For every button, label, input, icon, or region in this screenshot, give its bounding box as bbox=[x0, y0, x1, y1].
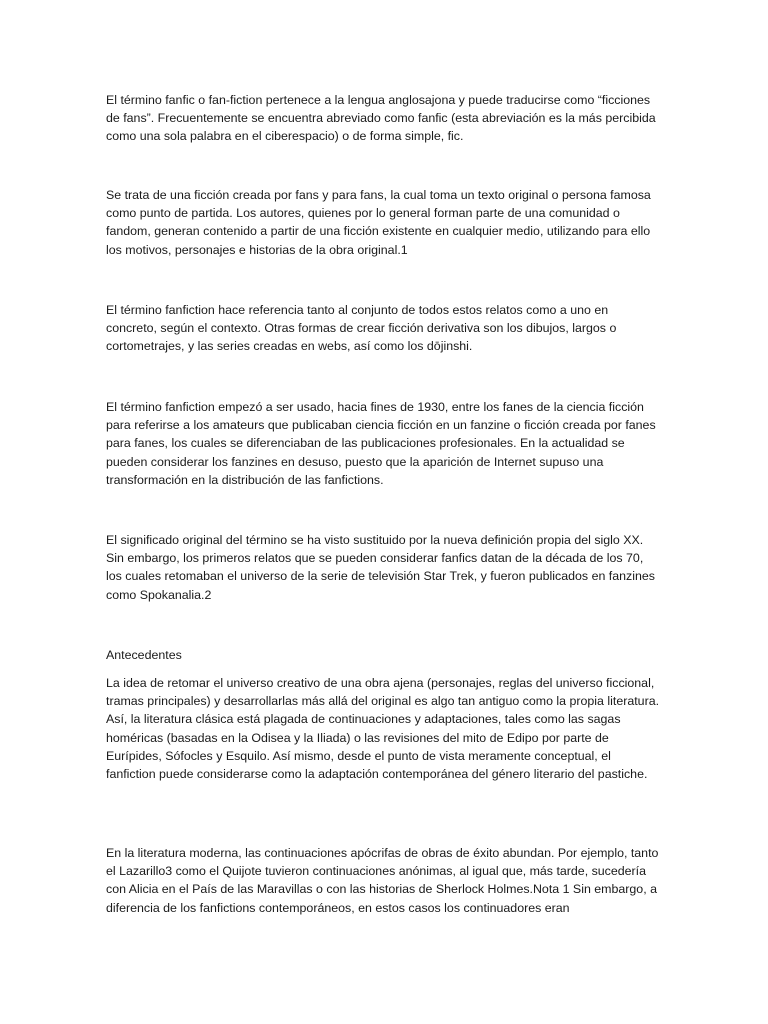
paragraph-definition: El término fanfic o fan-fiction pertenece a la lengua anglosajona y puede traducirse como “ficciones de fans”. Frecuentemente se encuentra abreviado como fanfic (esta abreviación es la más percibida como una sola palabra en el ciberespacio) o de forma simple, fic. bbox=[106, 93, 656, 144]
paragraph-description: Se trata de una ficción creada por fans y para fans, la cual toma un texto original o persona famosa como punto de partida. Los autores, quienes por lo general forman parte de una comunidad o fandom, generan contenido a partir de una ficción existente en cualquier medio, utilizando para ello los motivos, personajes e historias de la obra original.1 bbox=[106, 188, 651, 257]
paragraph-antecedents: La idea de retomar el universo creativo de una obra ajena (personajes, reglas del universo ficcional, tramas principales) y desarrollarlas más allá del original es algo tan antiguo como la propia literatura. Así, la literatura clásica está plagada de continuaciones y adaptaciones, tales como las sagas homéricas (basadas en la Odisea y la Iliada) o las revisiones del mito de Edipo por parte de Eurípides, Sófocles y Esquilo. Así mismo, desde el punto de vista meramente conceptual, el fanfiction puede considerarse como la adaptación contemporánea del género literario del pastiche. bbox=[106, 676, 660, 782]
paragraph-original-meaning: El significado original del término se ha visto sustituido por la nueva definición propia del siglo XX. Sin embargo, los primeros relatos que se pueden considerar fanfics datan de la década de los 70, los cuales retomaban el universo de la serie de televisión Star Trek, y fueron publicados en fanzines como Spokanalia.2 bbox=[106, 533, 655, 602]
paragraph-modern-literature: En la literatura moderna, las continuaciones apócrifas de obras de éxito abundan. Por ejemplo, tanto el Lazarillo3 como el Quijote tuvieron continuaciones anónimas, al igual que, más tarde, sucedería con Alicia en el País de las Maravillas o con las historias de Sherlock Holmes.Nota 1 Sin embargo, a diferencia de los fanfictions contemporáneos, en estos casos los continuadores eran bbox=[106, 846, 659, 915]
paragraph-term-usage: El término fanfiction hace referencia tanto al conjunto de todos estos relatos como a uno en concreto, según el contexto. Otras formas de crear ficción derivativa son los dibujos, largos o cortometrajes, y las series creadas en webs, así como los dōjinshi. bbox=[106, 303, 617, 354]
paragraph-history: El término fanfiction empezó a ser usado, hacia fines de 1930, entre los fanes de la ciencia ficción para referirse a los amateurs que publicaban ciencia ficción en un fanzine o ficción creada por fanes para fanes, los cuales se diferenciaban de las publicaciones profesionales. En la actualidad se pueden considerar los fanzines en desuso, puesto que la aparición de Internet supuso una transformación en la distribución de las fanfictions. bbox=[106, 400, 656, 487]
section-heading: Antecedentes bbox=[106, 648, 182, 662]
